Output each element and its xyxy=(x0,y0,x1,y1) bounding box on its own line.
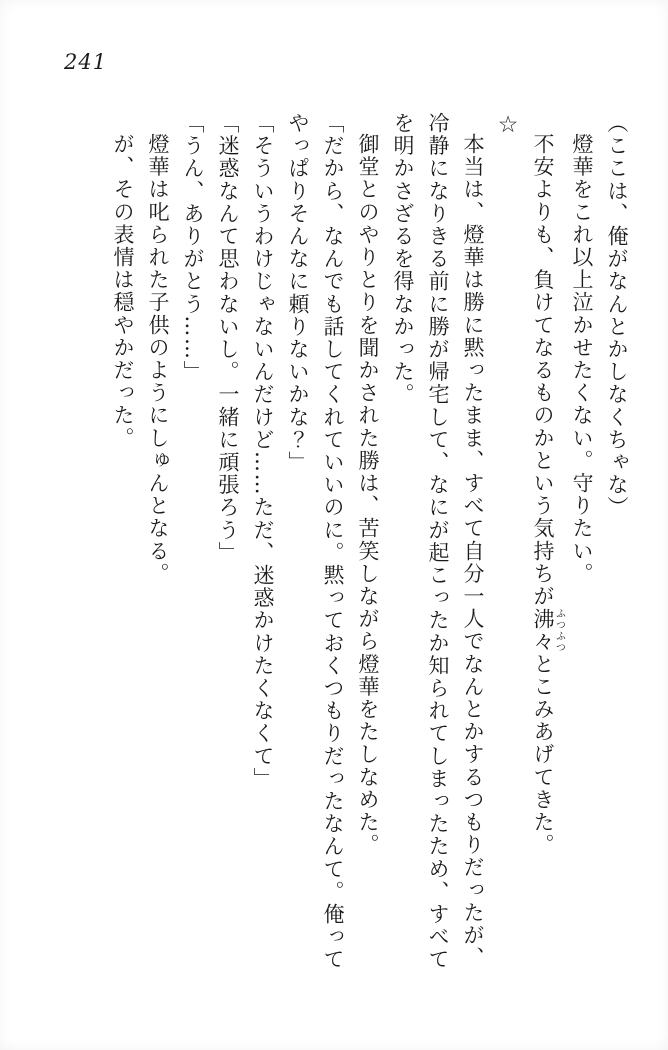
paragraph-narration: 御堂とのやりとりを聞かされた勝は、苦笑しながら燈華をたしなめた。 xyxy=(356,133,380,857)
dialogue-line: 「迷惑なんて思わないし。一緒に頑張ろう」 xyxy=(216,112,240,564)
paragraph-narration-with-furigana xyxy=(525,112,564,980)
dialogue-line: 「うん、ありがとう……」 xyxy=(181,112,205,384)
ruby-base: 沸々 xyxy=(531,607,555,653)
paragraph-inner-monologue: （ここは、俺がなんとかしなくちゃな） xyxy=(605,112,629,519)
page-number: 241 xyxy=(64,50,108,74)
section-divider-star: ☆ xyxy=(495,112,521,140)
narration-text-before: 不安よりも、負けてなるものかという気持ちが xyxy=(531,133,555,608)
paragraph-narration: 燈華をこれ以上泣かせたくない。守りたい。 xyxy=(570,133,594,585)
paragraph-narration: が、その表情は穏やかだった。 xyxy=(111,133,135,450)
dialogue-line: 「だから、なんでも話してくれていいのに。黙っておくつもりだったなんて。俺ってやっぱりそんなに頼りないかな？」 xyxy=(286,112,345,971)
dialogue-line: 「そういうわけじゃないんだけど……ただ、迷惑かけたくなくて」 xyxy=(251,112,275,790)
body-text xyxy=(105,112,634,980)
paragraph-narration: 燈華は叱られた子供のようにしゅんとなる。 xyxy=(146,133,170,585)
narration-text-after: とこみあげてきた。 xyxy=(531,652,555,857)
ruby-furigana xyxy=(531,607,565,653)
paragraph-narration: 本当は、燈華は勝に黙ったまま、すべて自分一人でなんとかするつもりだったが、冷静になりきる前に勝が帰宅して、なにが起こったか知られてしまったため、すべてを明かさざるを得なかった。 xyxy=(391,112,485,971)
ruby-reading: ふつふつ xyxy=(553,607,565,653)
